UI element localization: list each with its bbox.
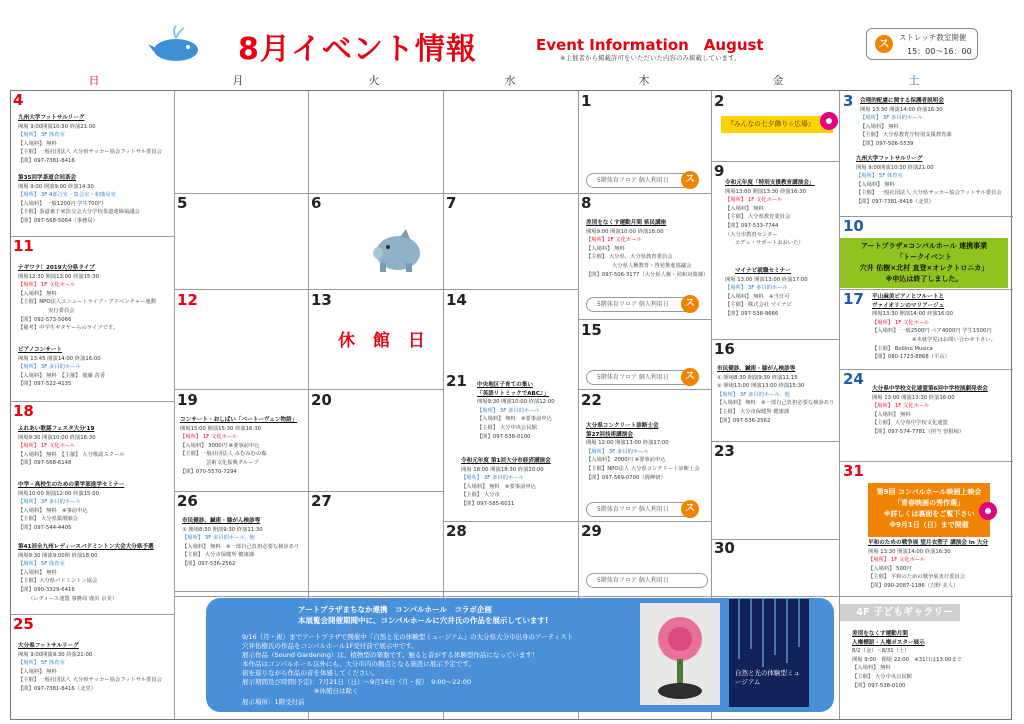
day-number: 25: [13, 615, 34, 633]
day-cell-18: [10, 401, 173, 613]
event-3-1: 合理的配慮に関する保護者説明会 開場 13:30 開演14:00 終演16:30 【場所】 3F 多目的ホール 【入場料】 無料 【主催】 大分県教育庁特別支援教育課 【問】097-506-5539: [860, 98, 952, 147]
day-cell-3: 3 合理的配慮に関する保護者説明会 開場 13:30 開演14:00 終演16:30 【場所】 3F 多目的ホール 【入場料】 無料 【主催】 大分県教育庁特別支援教育課 【問】097-506-5539 九州大学フットサルリーグ 開場 9:00開演10:30 終演21:00 【場所】 5F 体育室 【入場料】 無料 【主催】 一般社団法人 大分県サッカー協会フットサル委員会 【問】097-7381-8416（北里）: [843, 92, 1002, 205]
weekday-sun: 日: [88, 74, 100, 87]
event-4-1: 九州大学フットサルリーグ 開場 9:00開演10:30 終演21:00 【場所】 3F 体育室 【入場料】 無料 【主催】一般社団法人 大分県サッカー協会フットサル委員会 【問】097-7381-8416: [18, 115, 162, 164]
floor-note: 5階体育フロア 個人利用日: [586, 573, 708, 588]
museum-poster: [729, 599, 809, 707]
event-11-2: ピアノコンサート 開場 13:45 開演14:00 終演16:00 【場所】 3F 多目的ホール 【入場料】 無料 【主催】 後藤 菖香 【問】097-522-4135: [18, 347, 106, 388]
day-cell-16: 16 市民健診、鍼術・膝がん検診等 ① 開場8:30 開演9:30 終演11:15 ② 開場13:00 開演13:00 終演15:30 【場所】 3F 多目的ホール、他 【入場料】 無料 ※一部自己負担必要な検診あり 【主催】 大分市保健所 健康課 【問】097-536-2562: [714, 340, 835, 424]
day-cell-24: 24 大分県中学校文化連盟第6回中学校演劇発表会 開場 13:00 開演13:30 終演16:00 【場所】 1F 文化ホール 【入場料】 無料 【主催】 大分県中学校文化連盟 【問】097-574-7781（担当 曽根崎）: [843, 370, 988, 435]
collab-subheading: 本展覧会開催期間中に、コンパルホールに穴井氏の作品を展示しています!: [298, 616, 549, 625]
weekday-thu: 木: [638, 74, 650, 87]
stretch-icon: ス: [681, 368, 699, 386]
day-cell-9: 9 令和元年度「特別支援教育講演会」 開場13:00 開演13:30 終演16:30 【場所】 1F 文化ホール 【入場料】 無料 【主催】 大分県教育委員会 【問】097-533-7744 （大分市教育センター エデュ・サポートおおいた） マイナビ就職セミナー 開場 13:00 開演13:00 終演17:00 【場所】 3F 多目的ホール 【入場料】 無料 ※当日可 【主催】 株式会社 マイナビ 【問】097-538-9666: [714, 162, 815, 317]
event-11-1: ナギワラ！2019大分県ライブ 開場12:30 開演13:00 終演15:30 【場所】 1F 文化ホール 【入場料】 無料 【主催】NPO法人ユニュートライブ・アドベンチャー運動 実行委員会 【問】092-573-5066 【備考】中学生ギタヤーらのライブです。: [18, 265, 156, 332]
piggy-bank-icon: [370, 225, 424, 279]
event-9-2: マイナビ就職セミナー 開場 13:00 開演13:00 終演17:00 【場所】 3F 多目的ホール 【入場料】 無料 ※当日可 【主催】 株式会社 マイナビ 【問】097-538-9666: [725, 268, 808, 317]
day-cell-28: 28: [446, 522, 467, 540]
day-cell-15: 15 5階体育フロア 個人利用日 ス: [578, 320, 711, 389]
talk-event-banner: アートプラザ×コンパルホール 連携事業 「トークイベント 穴井 佑樹×北村 直登×オレクトロニカ」 ※申込は終了しました。: [840, 238, 1008, 288]
kids-gallery-event: 差別をなくす運動月間 人権標語・人権ポスター展示 8/2（金）～8/31（土） 開場 9:00 閉場 22:00 ※31日は13:00まで 【入場料】 無料 【主催】 大分中央公民館 【問】097-538-0100: [852, 631, 962, 689]
event-24-1: 大分県中学校文化連盟第6回中学校演劇発表会 開場 13:00 開演13:30 終演16:00 【場所】 1F 文化ホール 【入場料】 無料 【主催】 大分県中学校文化連盟 【問】097-574-7781（担当 曽根崎）: [872, 386, 988, 435]
day-cell-5: 5: [177, 194, 188, 212]
day-cell-14: 14: [446, 291, 467, 309]
day-cell-12: 12: [177, 291, 198, 309]
event-22-1: 大分県コンクリート診断士会 第27回技術講演会 開場 12:00 開演13:00 終演17:00 【場所】 3F 多目的ホール 【入場料】 2000円 ※要事前申込 【主催】NPO法人 大分県コンクリート診断士会 【問】097-569-0700（梶岬研）: [586, 423, 700, 481]
flower-icon: [819, 111, 839, 135]
day-number: 11: [13, 237, 34, 255]
event-16-1: 市民健診、鍼術・膝がん検診等 ① 開場8:30 開演9:30 終演11:15 ② 開場13:00 開演13:00 終演15:30 【場所】 3F 多目的ホール、他 【入場料】 無料 ※一部自己負担必要な検診あり 【主催】 大分市保健所 健康課 【問】097-536-2562: [717, 366, 835, 424]
stretch-icon: ス: [681, 171, 699, 189]
day-cell-22: 22 大分県コンクリート診断士会 第27回技術講演会 開場 12:00 開演13:00 終演17:00 【場所】 3F 多目的ホール 【入場料】 2000円 ※要事前申込 【主催】NPO法人 大分県コンクリート診断士会 【問】097-569-0700（梶岬研） 5階体育フロア 個人利用日 ス: [578, 390, 711, 520]
stretch-class-legend: [866, 28, 978, 60]
day-cell-11: [10, 236, 173, 400]
page-title-en: Event Information August: [536, 36, 764, 54]
day-cell-6: 6: [308, 193, 442, 289]
stretch-icon: ス: [681, 500, 699, 518]
day-number: 18: [13, 402, 34, 420]
stretch-icon: ス: [681, 295, 699, 313]
day-cell-26: 26 市民健診、鍼術・膝がん検診等 ① 開場8:30 開演9:30 終演11:30 【場所】 3F 多目的ホール、他 【入場料】 無料 ※一部自己負担必要な検診あり 【主催】 大分市保健所 健康課 【問】097-536-2562: [177, 492, 300, 567]
weekday-mon: 月: [232, 74, 244, 87]
floor-note: 5階体育フロア 個人利用日 ス: [586, 173, 692, 188]
day-cell-2: 2 『みんなの七夕飾り☆広場』: [711, 91, 839, 160]
day-cell-17: 17 平山麻美ピアノとフルートと ヴァイオリンのマリアージュ 開場13:30 開演14:00 終演16:00 【場所】 1F 文化ホール 【入場料】 一般2500円 ペア4000円 学生1500円 ※未就学児はお問い合わせ下さい。 【主催】 Bellino Musica 【問】080-1723-8868（平山）: [843, 290, 996, 361]
day-cell-25: [10, 614, 173, 720]
day-cell-13: 13 休 館 日: [311, 291, 431, 351]
event-4-2: 第35回学茶道合同茶会 開場 9:00 開演9:00 終演14:30 【場所】 3F 4部合室・集会室・和簡易室 【入場料】 一般1200円 学生700円 【主催】茶道裏千家淡交会大分学校茶道連絡協議会 【問】097-568-5064（事務局）: [18, 175, 140, 224]
kids-gallery-title: 4F 子どもギャラリー: [840, 604, 960, 621]
event-25-1: 大分県フットサルリーグ 開場 9:00開演9:30 終演21:00 【場所】 5F 体育室 【入場料】 無料 【主催】一般社団法人 大分県サッカー協会フットサル委員会 【問】097-7381-8416（北里）: [18, 643, 162, 692]
day-cell-1: 1 5階体育フロア 個人利用日 ス: [578, 91, 711, 192]
stretch-icon: ス: [875, 35, 893, 53]
poster-text: 自然と光の体験型ミュージアム: [735, 669, 800, 686]
day-cell-27: 27: [311, 492, 332, 510]
day-cell-29: 29 5階体育フロア 個人利用日: [578, 521, 711, 596]
tanabata-banner: 『みんなの七夕飾り☆広場』: [721, 116, 833, 133]
event-26-1: 市民健診、鍼術・膝がん検診等 ① 開場8:30 開演9:30 終演11:30 【場所】 3F 多目的ホール、他 【入場料】 無料 ※一部自己負担必要な検診あり 【主催】 大分市保健所 健康課 【問】097-536-2562: [182, 518, 300, 567]
day-cell-23: 23: [714, 442, 735, 460]
page-title: 8月イベント情報: [238, 32, 477, 67]
closed-label: 休 館 日: [338, 331, 431, 351]
event-18-2: 中学・高校生のための業学部進学セミナー 開場10:00 開演12:00 終演15:00 【場所】 3F 多目的ホール 【入場料】 無料 ※事前申込 【主催】 大分県薬剤師会 【問】097-544-4405: [18, 482, 125, 531]
weekday-fri: 金: [772, 74, 784, 87]
floor-note: 5階体育フロア 個人利用日 ス: [586, 297, 692, 312]
day-cell-19: 19 コンサート・おしばい「ベートーヴェン物語」 開場15:00 開演15:30 終演16:30 【場所】 1F 文化ホール 【入場料】 3000円 ※要事前申込 【主催】一般社団法人 みむみむの森 芸術文化振興グループ 【問】070-5570-7294: [177, 391, 298, 475]
event-21-2: 令和元年度 第1回大分市経済講演会 開場 18:00 開演18:30 終演20:00 【場所】 3F 多目的ホール 【入場料】 無料 ※要事前申込 【主催】 大分市 【問】097-585-6011: [461, 458, 551, 507]
day-cell-10: 10 アートプラザ×コンパルホール 連携事業 「トークイベント 穴井 佑樹×北村 直登×オレクトロニカ」 ※申込は終了しました。: [840, 216, 1012, 288]
event-8-1: 差別をなくす運動月間 県民講座 開場9:00 開演10:00 終演16:00 【場所】1F 文化ホール 【入場料】 無料 【主催】 大分県、大分県教育委員会 大分県人権教育・啓発推進協議会 【問】097-506-3177（大分県人権・同和対策課）: [586, 220, 709, 278]
day-cell-4: [10, 90, 173, 235]
whale-logo: [148, 22, 204, 62]
floor-note: 5階体育フロア 個人利用日 ス: [586, 370, 692, 385]
event-18-1: ふれあい歌謡フェスタ大分'19 開場9:30 開演10:00 終演16:30 【場所】 1F 文化ホール 【入場料】 無料 【主催】 大分歌謡スクール 【問】097-568-6148: [18, 426, 125, 467]
event-19-1: コンサート・おしばい「ベートーヴェン物語」 開場15:00 開演15:30 終演16:30 【場所】 1F 文化ホール 【入場料】 3000円 ※要事前申込 【主催】一般社団法人 みむみむの森 芸術文化振興グループ 【問】070-5570-7294: [180, 417, 298, 475]
stretch-time: 15：00～16：00: [907, 47, 972, 56]
weekday-sat: 土: [908, 74, 920, 87]
day-cell-8: 8 差別をなくす運動月間 県民講座 開場9:00 開演10:00 終演16:00 【場所】1F 文化ホール 【入場料】 無料 【主催】 大分県、大分県教育委員会 大分県人権教育・啓発推進協議会 【問】097-506-3177（大分県人権・同和対策課） 5階体育フロア 個人利用日 ス: [578, 193, 711, 319]
stretch-label: ストレッチ教室開催: [899, 33, 967, 42]
movie-screening-banner: 第9回 コンパルホール映画上映会 「青春映画の秀作選」 ※詳しくは裏面をご覧下さい ※9月1日（日）まで開催: [868, 483, 990, 537]
flower-icon: [978, 501, 998, 525]
weekday-tue: 火: [368, 74, 380, 87]
collaboration-panel: アートプラザまちなか連携 コンパルホール コラボ企画 本展覧会開催期間中に、コンパルホールに穴井氏の作品を展示しています! 9/16（月・祝）までアートプラザで開催中『自然と光の体験型ミュージアム』の大分県大分市出身のアーティスト 穴井佑樹氏の作品をコンパルホール1F受付前で展示中です。 展示作品（Sound Gardening）は、植物型の楽器です。触ると音がする体験型作品になっています！ 本作品はコンパルホール以外にも、大分市内の拠点となる施設に展示予定です。 街を巡りながら作品の音を体感してください。 展示期間及び時間(予定)：7月21日（日）～9月16日（月・祝） 9:00～22:00 ※休館日は除く 展示場所：1階受付前: [206, 598, 834, 712]
event-9-1: 令和元年度「特別支援教育講演会」 開場13:00 開演13:30 終演16:30 【場所】 1F 文化ホール 【入場料】 無料 【主催】 大分県教育委員会 【問】097-533-7744 （大分市教育センター エデュ・サポートおおいた）: [725, 180, 815, 247]
collab-heading: アートプラザまちなか連携 コンパルホール コラボ企画: [298, 605, 492, 614]
day-number: 4: [13, 91, 24, 109]
floor-note: 5階体育フロア 個人利用日 ス: [586, 502, 692, 517]
event-31-1: 平和のための戦争展 望月衣塑子 講演会 in 大分 開場 13:30 開演14:00 終演16:30 【場所】 1F 文化ホール 【入場料】 500円 【主催】 平和のための戦争展実行委員会 【問】090-2087-1186（吉野 美人）: [868, 540, 988, 589]
day-cell-31: 31 第9回 コンパルホール映画上映会 「青春映画の秀作選」 ※詳しくは裏面をご覧下さい ※9月1日（日）まで開催 平和のための戦争展 望月衣塑子 講演会 in 大分 開場 13:30 開演14:00 終演16:30 【場所】 1F 文化ホール 【入場料】 500円 【主催】 平和のための戦争展実行委員会 【問】090-2087-1186（吉野 美人）: [840, 461, 1012, 596]
weekday-wed: 水: [504, 74, 516, 87]
day-cell-30: 30: [714, 539, 735, 557]
event-18-3: 第41回全九州レディースバドミントン大会大分県予選 開場9:30 開演9:00開 終演18:00 【場所】 5F 体育室 【入場料】 無料 【主催】大分県バドミントン協会 【問】090-3329-6416 （レディース連盟 事務局 鹿浜 京美）: [18, 544, 154, 602]
sound-gardening-photo: [640, 603, 720, 705]
event-17-1: 平山麻美ピアノとフルートと ヴァイオリンのマリアージュ 開場13:30 開演14:00 終演16:00 【場所】 1F 文化ホール 【入場料】 一般2500円 ペア4000円 学生1500円 ※未就学児はお問い合わせ下さい。 【主催】 Bellino Musica 【問】080-1723-8868（平山）: [872, 294, 996, 361]
day-cell-20: 20: [311, 391, 332, 409]
event-3-2: 九州大学フットサルリーグ 開場 9:00開演10:30 終演21:00 【場所】 5F 体育室 【入場料】 無料 【主催】 一般社団法人 大分県サッカー協会フットサル委員会 【問】097-7381-8416（北里）: [856, 156, 1002, 205]
permission-note: ※主催者から掲載許可をいただいた内容のみ掲載しています。: [560, 54, 741, 62]
day-cell-21: 21 中央地区子育ての集い 「英語リトミックでABC♪」 開場9:30 開演10:00 終演12:00 【場所】 3F 多目的ホール 【入場料】 無料 ※要事前申込 【主催】 大分中央公民館 【問】097-538-0100 令和元年度 第1回大分市経済講演会 開場 18:00 開演18:30 終演20:00 【場所】 3F 多目的ホール 【入場料】 無料 ※要事前申込 【主催】 大分市 【問】097-585-6011: [446, 372, 555, 507]
day-cell-7: 7: [446, 194, 457, 212]
event-21-1: 中央地区子育ての集い 「英語リトミックでABC♪」 開場9:30 開演10:00 終演12:00 【場所】 3F 多目的ホール 【入場料】 無料 ※要事前申込 【主催】 大分中央公民館 【問】097-538-0100: [477, 382, 555, 440]
